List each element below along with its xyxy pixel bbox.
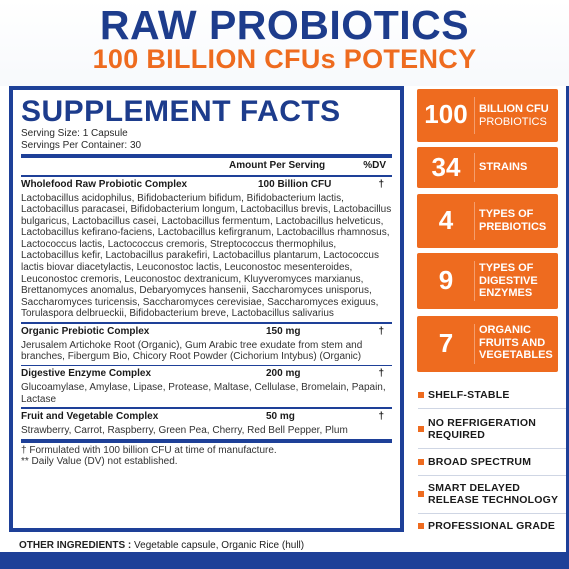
servings-per-container: Servings Per Container: 30: [21, 140, 142, 151]
badge-strains: [417, 147, 558, 188]
other-ingredients-value: Vegetable capsule, Organic Rice (hull): [131, 540, 305, 551]
section-name: Organic Prebiotic Complex: [21, 325, 150, 337]
bullet-icon: [418, 523, 424, 529]
badge-line: VEGETABLES: [479, 349, 553, 361]
badge-cfu: [417, 89, 558, 142]
footnote-formulation: † Formulated with 100 billion CFU at time of manufacture.: [21, 444, 277, 456]
bullet-icon: [418, 491, 424, 497]
badge-line: TYPES OF: [479, 208, 534, 220]
feature-label: SHELF-STABLE: [428, 388, 510, 401]
section-dv: †: [378, 410, 384, 422]
badge-enzymes: [417, 253, 558, 309]
section-amount: 100 Billion CFU: [258, 178, 332, 190]
prebiotic-complex-section: [21, 326, 392, 363]
serving-size: Serving Size: 1 Capsule: [21, 128, 128, 139]
badge-divider: [474, 324, 475, 364]
feature-delayed-release: [418, 479, 568, 509]
badge-divider: [474, 97, 475, 134]
feature-label: BROAD SPECTRUM: [428, 455, 532, 468]
section-dv: †: [378, 178, 384, 190]
badge-number: 34: [431, 152, 461, 182]
divider: [21, 322, 392, 324]
feature-professional-grade: [418, 514, 568, 538]
divider: [418, 475, 568, 476]
badge-divider: [474, 202, 475, 240]
badge-line: ORGANIC: [479, 324, 531, 336]
feature-label: NO REFRIGERATION: [428, 416, 537, 429]
supplement-facts-panel: [9, 86, 404, 532]
badge-divider: [474, 153, 475, 182]
other-ingredients: [19, 540, 304, 551]
enzyme-complex-section: [21, 368, 392, 405]
badge-line: DIGESTIVE: [479, 274, 538, 287]
product-title: RAW PROBIOTICS: [99, 2, 470, 48]
amount-column-header: Amount Per Serving: [229, 160, 326, 171]
divider: [21, 407, 392, 409]
badge-line: FRUITS AND: [479, 336, 546, 349]
badge-line: PREBIOTICS: [479, 220, 547, 233]
divider: [21, 154, 392, 158]
column-header-row: [21, 160, 392, 173]
feature-label: REQUIRED: [428, 429, 486, 441]
header-banner: [0, 0, 569, 86]
section-name: Digestive Enzyme Complex: [21, 368, 152, 380]
feature-label: PROFESSIONAL GRADE: [428, 519, 556, 532]
badge-number: 9: [438, 265, 454, 295]
section-dv: †: [378, 368, 384, 380]
badge-divider: [474, 261, 475, 301]
section-amount: 150 mg: [266, 325, 301, 337]
feature-label: SMART DELAYED: [428, 481, 521, 494]
bottom-accent-bar: [0, 552, 569, 569]
bullet-icon: [418, 459, 424, 465]
badge-number: 100: [424, 99, 468, 129]
divider: [21, 439, 392, 443]
probiotic-complex-section: [21, 179, 392, 321]
badge-number: 7: [438, 328, 454, 358]
product-subtitle: 100 BILLION CFUs POTENCY: [92, 44, 477, 74]
divider: [418, 408, 568, 409]
other-ingredients-label: OTHER INGREDIENTS :: [19, 540, 132, 551]
section-ingredients: Lactobacillus acidophilus, Bifidobacterium bifidum, Bifidobacterium lactis, Lactobacillus paracasei, Bifidobacterium longum, Lactobacillus brevis, Lactobacillus bulgaricus, Lactobacillus casei, Lactobacillus fermentum, Lactobacillus helveticus, Lactobacillus kefirano-faciens, Lactobacillus kefirgranum, Lactobacillus rhamnosus, Lactococcus lactis, Lactococcus cremoris, Streptococcus thermophilus, Lactobacillus kefir, Lactobacillus parakefiri, Lactobacillus plantarum, Lactococcus lactis biovar diacetylactis, Leuconostoc lactis, Leuconostoc mesenteroides, Leuconostoc cremoris, Leuconostoc dextranicum, Kluyveromyces marxianus, Brettanomyces anomalus, Debaryomyces hansenii, Saccharomyces unisporus, Saccharomyces turicensis, Saccharomyces cerevisiae, Saccharomyces exiguus, Torulaspora delbrueckii, Bifidobacterium breve, Lactobacillus salivarius: [21, 192, 392, 320]
feature-label: RELEASE TECHNOLOGY: [428, 494, 559, 506]
section-amount: 50 mg: [266, 410, 295, 422]
badge-line: TYPES OF: [479, 262, 534, 274]
badge-line: PROBIOTICS: [479, 115, 547, 128]
badge-line: BILLION CFU: [479, 103, 549, 115]
fruit-vegetable-section: [21, 411, 392, 437]
divider: [21, 365, 392, 367]
badge-line: ENZYMES: [479, 287, 533, 299]
dv-column-header: %DV: [363, 160, 386, 171]
feature-shelf-stable: [418, 383, 568, 407]
section-ingredients: Strawberry, Carrot, Raspberry, Green Pea, Cherry, Red Bell Pepper, Plum: [21, 424, 348, 436]
divider: [418, 448, 568, 449]
badge-number: 4: [438, 205, 454, 235]
section-ingredients: Glucoamylase, Amylase, Lipase, Protease, Maltase, Cellulase, Bromelain, Papain, Lactase: [21, 382, 386, 405]
divider: [21, 175, 392, 177]
footnote-daily-value: ** Daily Value (DV) not established.: [21, 456, 178, 468]
section-name: Wholefood Raw Probiotic Complex: [21, 178, 188, 190]
section-ingredients: Jerusalem Artichoke Root (Organic), Gum Arabic tree exudate from stem and branches, Fibergum Bio, Chicory Root Powder (Cichorium Intybus) (Organic): [21, 339, 363, 363]
facts-title: SUPPLEMENT FACTS: [21, 95, 341, 128]
section-name: Fruit and Vegetable Complex: [21, 410, 159, 422]
section-dv: †: [378, 325, 384, 337]
bullet-icon: [418, 392, 424, 398]
badge-organic: [417, 316, 558, 372]
section-amount: 200 mg: [266, 368, 301, 380]
feature-no-refrigeration: [418, 414, 568, 444]
badge-prebiotics: [417, 194, 558, 248]
bullet-icon: [418, 426, 424, 432]
badge-line: STRAINS: [479, 161, 528, 173]
feature-broad-spectrum: [418, 450, 568, 474]
